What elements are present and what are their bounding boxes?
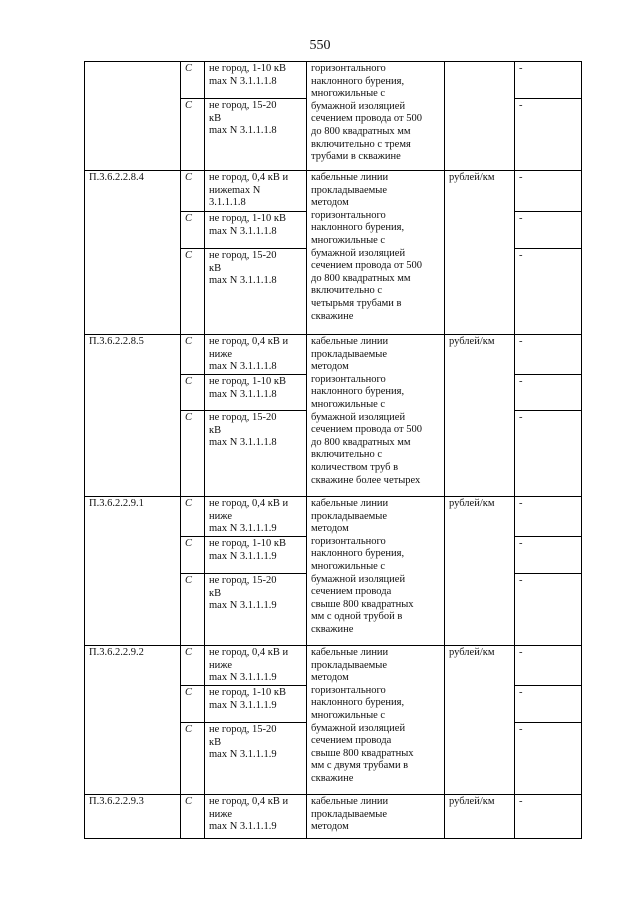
unit-cell: рублей/км xyxy=(445,497,515,646)
description-cell: кабельные линии прокладываемые методом горизонтального наклонного бурения, многожильные с бумажной изоляцией сечением провода свыше 800 квадратных мм с двумя трубами в скважине xyxy=(307,646,445,795)
item-code xyxy=(85,62,181,171)
item-code: П.3.6.2.2.9.2 xyxy=(85,646,181,795)
condition-cell: не город, 15-20 кВ max N 3.1.1.1.8 xyxy=(205,99,307,171)
unit-cell: рублей/км xyxy=(445,171,515,335)
category-cell: C xyxy=(181,723,205,795)
value-cell: - xyxy=(515,723,582,795)
value-cell: - xyxy=(515,171,582,212)
item-code: П.3.6.2.2.9.1 xyxy=(85,497,181,646)
category-cell: C xyxy=(181,171,205,212)
value-cell: - xyxy=(515,62,582,99)
value-cell: - xyxy=(515,686,582,723)
value-cell: - xyxy=(515,497,582,537)
category-cell: C xyxy=(181,99,205,171)
condition-cell: не город, 0,4 кВ и ниже max N 3.1.1.1.9 xyxy=(205,497,307,537)
category-cell: C xyxy=(181,574,205,646)
category-cell: C xyxy=(181,62,205,99)
value-cell: - xyxy=(515,574,582,646)
condition-cell: не город, 1-10 кВ max N 3.1.1.1.8 xyxy=(205,62,307,99)
condition-cell: не город, 1-10 кВ max N 3.1.1.1.9 xyxy=(205,537,307,574)
category-cell: C xyxy=(181,795,205,839)
value-cell: - xyxy=(515,212,582,249)
unit-cell: рублей/км xyxy=(445,646,515,795)
value-cell: - xyxy=(515,99,582,171)
category-cell: C xyxy=(181,335,205,375)
category-cell: C xyxy=(181,497,205,537)
condition-cell: не город, 0,4 кВ и ниже max N 3.1.1.1.9 xyxy=(205,646,307,686)
item-code: П.3.6.2.2.8.5 xyxy=(85,335,181,497)
description-cell: кабельные линии прокладываемые методом горизонтального наклонного бурения, многожильные с бумажной изоляцией сечением провода от 500 до 800 квадратных мм включительно с количеством труб в скважине более четырех xyxy=(307,335,445,497)
condition-cell: не город, 1-10 кВ max N 3.1.1.1.8 xyxy=(205,212,307,249)
unit-cell: рублей/км xyxy=(445,795,515,839)
condition-cell: не город, 15-20 кВ max N 3.1.1.1.9 xyxy=(205,574,307,646)
condition-cell: не город, 0,4 кВ и ниже max N 3.1.1.1.9 xyxy=(205,795,307,839)
value-cell: - xyxy=(515,411,582,497)
description-cell: горизонтального наклонного бурения, многожильные с бумажной изоляцией сечением провода от 500 до 800 квадратных мм включительно с тремя трубами в скважине xyxy=(307,62,445,171)
condition-cell: не город, 1-10 кВ max N 3.1.1.1.8 xyxy=(205,375,307,411)
condition-cell: не город, 1-10 кВ max N 3.1.1.1.9 xyxy=(205,686,307,723)
table-row xyxy=(85,795,582,839)
table-row xyxy=(85,171,582,212)
table-row xyxy=(85,646,582,686)
condition-cell: не город, 0,4 кВ и нижеmax N 3.1.1.1.8 xyxy=(205,171,307,212)
value-cell: - xyxy=(515,537,582,574)
item-code: П.3.6.2.2.8.4 xyxy=(85,171,181,335)
category-cell: C xyxy=(181,411,205,497)
item-code: П.3.6.2.2.9.3 xyxy=(85,795,181,839)
value-cell: - xyxy=(515,795,582,839)
category-cell: C xyxy=(181,686,205,723)
category-cell: C xyxy=(181,646,205,686)
table-row xyxy=(85,335,582,375)
table-row xyxy=(85,62,582,99)
category-cell: C xyxy=(181,212,205,249)
condition-cell: не город, 15-20 кВ max N 3.1.1.1.8 xyxy=(205,249,307,335)
condition-cell: не город, 15-20 кВ max N 3.1.1.1.8 xyxy=(205,411,307,497)
category-cell: C xyxy=(181,249,205,335)
value-cell: - xyxy=(515,375,582,411)
value-cell: - xyxy=(515,646,582,686)
tariff-table xyxy=(84,61,582,839)
condition-cell: не город, 0,4 кВ и ниже max N 3.1.1.1.8 xyxy=(205,335,307,375)
unit-cell xyxy=(445,62,515,171)
description-cell: кабельные линии прокладываемые методом горизонтального наклонного бурения, многожильные с бумажной изоляцией сечением провода свыше 800 квадратных мм с одной трубой в скважине xyxy=(307,497,445,646)
condition-cell: не город, 15-20 кВ max N 3.1.1.1.9 xyxy=(205,723,307,795)
value-cell: - xyxy=(515,335,582,375)
page-number: 550 xyxy=(309,38,331,53)
unit-cell: рублей/км xyxy=(445,335,515,497)
description-cell: кабельные линии прокладываемые методом xyxy=(307,795,445,839)
description-cell: кабельные линии прокладываемые методом горизонтального наклонного бурения, многожильные с бумажной изоляцией сечением провода от 500 до 800 квадратных мм включительно с четырьмя трубами в скважине xyxy=(307,171,445,335)
value-cell: - xyxy=(515,249,582,335)
category-cell: C xyxy=(181,375,205,411)
table-row xyxy=(85,497,582,537)
category-cell: C xyxy=(181,537,205,574)
